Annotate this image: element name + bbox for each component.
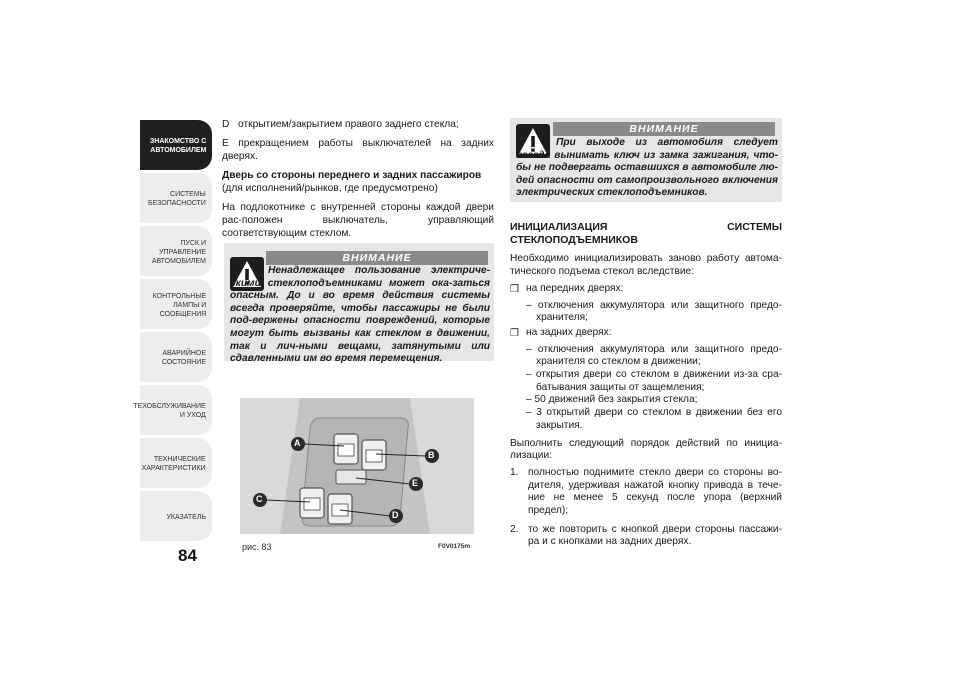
warning-box-right xyxy=(510,118,782,202)
callout-b: B xyxy=(428,450,435,460)
tab-starting-driving[interactable] xyxy=(140,226,212,276)
tab-emergency[interactable] xyxy=(140,332,212,382)
callout-a: A xyxy=(294,438,301,448)
checkbox-item xyxy=(510,283,782,296)
tab-safety-systems[interactable] xyxy=(140,173,212,223)
warning-text: Ненадлежащее пользование электриче-скими стеклоподъемниками может ока-заться опасным. До и во время действия системы всегда проверяйте, чтобы пассажиры не были под-вержены опасности повреждений, которые могут быть вызваны как стеклом в движении, так и лич-ными вещами, затянутыми или сдавленными им во время перемещения. xyxy=(230,265,490,365)
checkbox-bullet-icon: ❐ xyxy=(510,327,519,339)
dash-item: – отключения аккумулятора или защитного предо-хранителя; xyxy=(526,299,782,324)
warning-title: ВНИМАНИЕ xyxy=(266,251,488,265)
tab-warning-lights[interactable] xyxy=(140,279,212,329)
callout-e: E xyxy=(412,478,419,488)
step-number: 2. xyxy=(510,523,519,535)
list-item-e: E прекращением работы выключателей на задних дверях. xyxy=(222,138,494,162)
tab-label: КОНТРОЛЬНЫЕ ЛАМПЫ И СООБЩЕНИЯ xyxy=(152,290,206,318)
window-switch-illustration xyxy=(240,398,474,534)
tab-label: ЗНАКОМСТВО С АВТОМОБИЛЕМ xyxy=(149,136,206,154)
dash-item: – открытия двери со стеклом в движении из-за сра-батывания защиты от защемления; xyxy=(526,369,782,393)
right-column xyxy=(510,221,782,555)
intro-paragraph: Необходимо инициализировать заново работу автома-тического подъема стекол вследствие: xyxy=(510,253,782,278)
page-number: 84 xyxy=(178,546,197,565)
body-paragraph: На подлокотнике с внутренней стороны каждой двери рас-положен выключатель, управляющий соответствующим стеклом. xyxy=(222,202,494,239)
subheading-note: (для исполнений/рынков, где предусмотрено) xyxy=(222,183,438,194)
list-item-d xyxy=(222,118,494,131)
checkbox-item-label: на задних дверях: xyxy=(526,326,612,338)
item-text: открытием/закрытием правого заднего стекла; xyxy=(238,119,459,130)
tab-label: СИСТЕМЫ БЕЗОПАСНОСТИ xyxy=(148,189,206,207)
procedure-intro: Выполнить следующий порядок действий по инициа-лизации: xyxy=(510,437,782,462)
figure-caption: рис. 83 xyxy=(242,542,272,552)
callout-c: C xyxy=(256,494,263,504)
tab-label: АВАРИЙНОЕ СОСТОЯНИЕ xyxy=(161,348,206,366)
left-column xyxy=(222,118,494,246)
tab-technical-specs[interactable] xyxy=(140,438,212,488)
tab-maintenance[interactable] xyxy=(133,385,212,435)
dash-item: – 50 движений без закрытия стекла; xyxy=(526,394,698,406)
numbered-step xyxy=(510,524,782,549)
section-title: ИНИЦИАЛИЗАЦИЯ СИСТЕМЫ СТЕКЛОПОДЪЕМНИКОВ xyxy=(510,221,782,246)
tab-label: ТЕХОБСЛУЖИВАНИЕ И УХОД xyxy=(133,401,206,419)
tab-label: ПУСК И УПРАВЛЕНИЕ АВТОМОБИЛЕМ xyxy=(151,237,206,265)
tab-label: ТЕХНИЧЕСКИЕ ХАРАКТЕРИСТИКИ xyxy=(141,454,206,472)
item-letter: D xyxy=(222,119,230,130)
numbered-step xyxy=(510,467,782,518)
warning-title: ВНИМАНИЕ xyxy=(553,122,775,136)
checkbox-item xyxy=(510,327,782,340)
step-text: то же повторить с кнопкой двери стороны пассажи-ра и с кнопками на задних дверях. xyxy=(528,523,782,548)
callout-d: D xyxy=(392,510,399,520)
warning-box-left xyxy=(224,243,494,365)
tab-getting-to-know-car[interactable] xyxy=(140,120,212,170)
dash-item: – 3 открытий двери со стеклом в движении без его закрытия. xyxy=(526,407,782,431)
dash-item: – отключения аккумулятора или защитного предо-хранителя со стеклом в движении; xyxy=(526,343,782,368)
subheading: Дверь со стороны переднего и задних пассажиров xyxy=(222,170,482,181)
tab-label: УКАЗАТЕЛЬ xyxy=(166,511,206,521)
tab-index[interactable] xyxy=(140,491,212,541)
step-text: полностью поднимите стекло двери со стороны во-дителя, удерживая нажатой кнопку привода в тече-ние не менее 5 секунд после упора (верхний предел); xyxy=(528,466,782,517)
step-number: 1. xyxy=(510,466,519,478)
warning-text: При выходе из автомобиля следует всегда вынимать ключ из замка зажигания, что-бы не подвергать оставшихся в автомобиле лю-дей опасности от самопроизвольного включения электрических стеклоподъемников. xyxy=(516,137,778,199)
checkbox-bullet-icon: ❐ xyxy=(510,283,519,295)
figure-code: F0V0175m xyxy=(438,543,471,550)
checkbox-item-label: на передних дверях: xyxy=(526,282,624,294)
